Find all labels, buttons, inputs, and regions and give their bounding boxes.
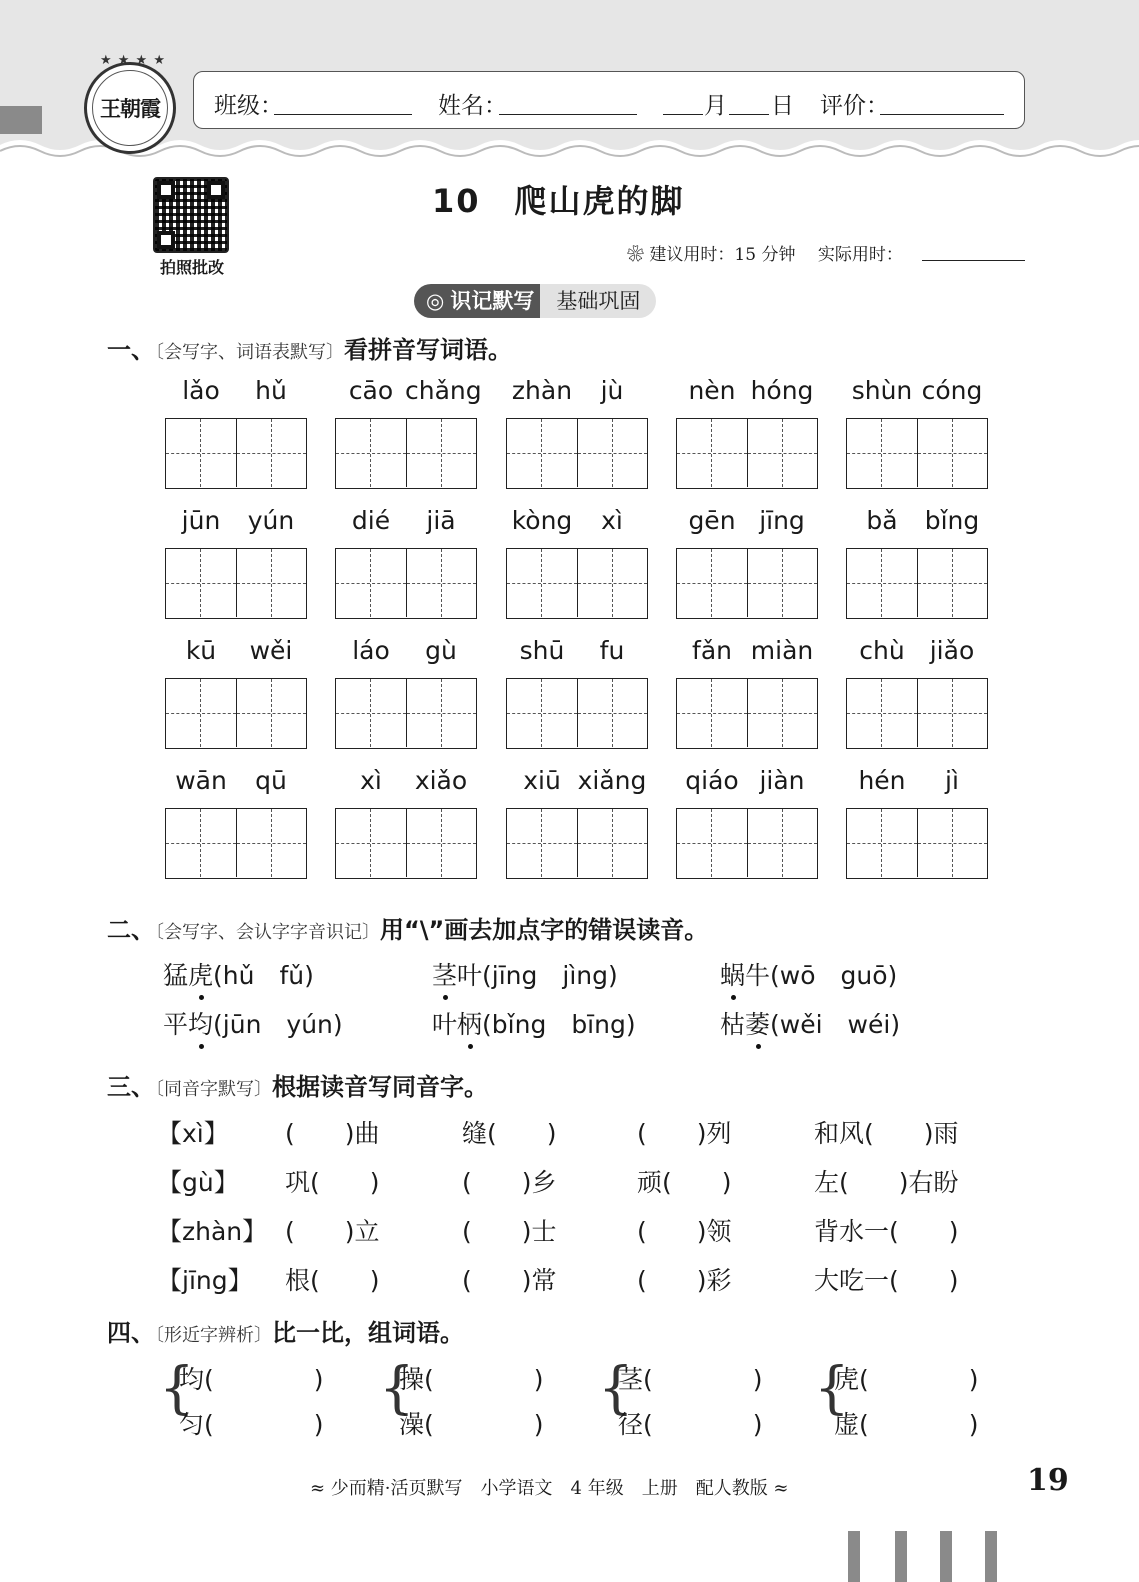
- dotted-char: 茎: [432, 956, 457, 992]
- grid-cell[interactable]: [507, 809, 577, 877]
- pinyin-syllable: xì: [601, 506, 623, 535]
- homophone-blank[interactable]: ( )常: [462, 1266, 557, 1295]
- pinyin-syllable: chǎng: [405, 376, 482, 405]
- pronunciation-item: [163, 956, 314, 992]
- section-3-text: 根据读音写同音字。: [272, 1073, 488, 1101]
- word-suffix: 牛: [745, 961, 771, 990]
- grid-cell[interactable]: [847, 549, 917, 617]
- footer-bar: [895, 1531, 907, 1582]
- grid-cell[interactable]: [236, 549, 306, 617]
- suggested-time: [627, 240, 903, 265]
- brace-icon: {: [598, 1356, 634, 1421]
- grid-cell[interactable]: [747, 679, 817, 747]
- word-suffix: 叶: [457, 961, 483, 990]
- writing-grid[interactable]: [676, 418, 818, 489]
- pinyin-options[interactable]: (jīng jìng): [482, 961, 618, 990]
- writing-grid[interactable]: [165, 678, 307, 749]
- class-label: 班级：: [214, 93, 283, 119]
- grid-cell[interactable]: [406, 679, 476, 747]
- pinyin-syllable: zhàn: [511, 376, 573, 405]
- pinyin-options[interactable]: (jūn yún): [213, 1010, 343, 1039]
- writing-grid[interactable]: [676, 808, 818, 879]
- section-2-tag: 〔会写字、会认字字音识记〕: [155, 922, 380, 943]
- actual-text: 实际用时：: [817, 245, 903, 265]
- grid-cell[interactable]: [236, 419, 306, 487]
- grid-cell[interactable]: [917, 679, 987, 747]
- day-label: 日: [771, 93, 794, 119]
- pinyin-syllable: hóng: [750, 376, 814, 405]
- pinyin-syllable: shùn: [851, 376, 913, 405]
- actual-time-field[interactable]: [922, 260, 1025, 261]
- homophone-blank[interactable]: 巩( ): [285, 1168, 380, 1197]
- pinyin-syllable: cāo: [348, 376, 394, 405]
- month-field[interactable]: [663, 114, 703, 115]
- compare-word[interactable]: 径( ): [618, 1410, 763, 1439]
- section-4-number: 四、: [107, 1319, 155, 1347]
- clock-icon: ❀: [627, 245, 650, 265]
- qr-corner: [157, 231, 175, 249]
- qr-code-icon[interactable]: [153, 177, 229, 253]
- section-2-text: 用“\”画去加点字的错误读音。: [380, 916, 709, 944]
- pinyin-syllable: gēn: [688, 506, 736, 535]
- pinyin-syllable: hǔ: [255, 376, 287, 405]
- grid-cell[interactable]: [917, 419, 987, 487]
- homophone-key: 【xì】: [157, 1119, 229, 1148]
- badge-right: 基础巩固: [540, 284, 656, 318]
- homophone-blank[interactable]: ( )列: [637, 1119, 732, 1148]
- compare-word[interactable]: 均( ): [179, 1365, 324, 1394]
- pinyin-syllable: lǎo: [182, 376, 220, 405]
- section-4-text: 比一比，组词语。: [272, 1319, 464, 1347]
- grid-cell[interactable]: [507, 549, 577, 617]
- month-label: 月: [704, 93, 727, 119]
- grid-cell[interactable]: [236, 809, 306, 877]
- grid-cell[interactable]: [507, 419, 577, 487]
- grid-cell[interactable]: [577, 549, 647, 617]
- eval-label: 评价：: [820, 93, 889, 119]
- pinyin-syllable: jù: [600, 376, 624, 405]
- page-title: 10 爬山虎的脚: [432, 182, 685, 220]
- grid-cell[interactable]: [677, 679, 747, 747]
- dotted-char: 蜗: [720, 956, 745, 992]
- writing-grid[interactable]: [506, 808, 648, 879]
- brace-icon: {: [379, 1356, 415, 1421]
- writing-grid[interactable]: [846, 548, 988, 619]
- grid-cell[interactable]: [747, 809, 817, 877]
- section-3-number: 三、: [107, 1073, 155, 1101]
- word-prefix: 猛: [163, 961, 189, 990]
- dotted-char: 均: [188, 1005, 213, 1041]
- pinyin-syllable: bǐng: [924, 506, 980, 535]
- writing-grid[interactable]: [506, 548, 648, 619]
- pinyin-syllable: kòng: [511, 506, 573, 535]
- pinyin-syllable: shū: [519, 636, 565, 665]
- compare-word[interactable]: 虚( ): [834, 1410, 979, 1439]
- logo-stars: ★ ★ ★ ★: [99, 53, 166, 68]
- pinyin-options[interactable]: (bǐng bīng): [482, 1010, 636, 1039]
- compare-word[interactable]: 操( ): [399, 1365, 544, 1394]
- grid-cell[interactable]: [577, 419, 647, 487]
- pronunciation-item: [720, 956, 897, 992]
- side-tab: [0, 106, 42, 134]
- grid-cell[interactable]: [166, 679, 236, 747]
- grid-cell[interactable]: [847, 679, 917, 747]
- name-field[interactable]: [499, 114, 637, 115]
- pinyin-syllable: nèn: [688, 376, 736, 405]
- class-field[interactable]: [274, 114, 412, 115]
- grid-cell[interactable]: [747, 419, 817, 487]
- writing-grid[interactable]: [846, 418, 988, 489]
- pinyin-syllable: gù: [425, 636, 457, 665]
- homophone-blank[interactable]: ( )领: [637, 1217, 732, 1246]
- dotted-char: 萎: [745, 1005, 770, 1041]
- pinyin-syllable: dié: [351, 506, 391, 535]
- footer-bar: [848, 1531, 860, 1582]
- writing-grid[interactable]: [165, 548, 307, 619]
- writing-grid[interactable]: [335, 548, 477, 619]
- section-2-number: 二、: [107, 916, 155, 944]
- homophone-blank[interactable]: ( )彩: [637, 1266, 732, 1295]
- brand-logo: [84, 53, 176, 154]
- writing-grid[interactable]: [846, 678, 988, 749]
- grid-cell[interactable]: [166, 419, 236, 487]
- student-info-box: [193, 71, 1025, 129]
- section-3-tag: 〔同音字默写〕: [155, 1079, 272, 1100]
- eval-field[interactable]: [880, 114, 1004, 115]
- writing-grid[interactable]: [165, 418, 307, 489]
- word-prefix: 平: [163, 1010, 189, 1039]
- homophone-blank[interactable]: ( )立: [285, 1217, 380, 1246]
- pronunciation-item: [163, 1005, 343, 1041]
- writing-grid[interactable]: [335, 418, 477, 489]
- compare-word[interactable]: 匀( ): [179, 1410, 324, 1439]
- name-label: 姓名：: [438, 93, 507, 119]
- pronunciation-item: [432, 956, 618, 992]
- homophone-blank[interactable]: ( )乡: [462, 1168, 557, 1197]
- homophone-blank[interactable]: 大吃一( ): [814, 1266, 959, 1295]
- pinyin-syllable: xiū: [523, 766, 561, 795]
- grid-cell[interactable]: [677, 419, 747, 487]
- pinyin-options[interactable]: (hǔ fǔ): [213, 961, 314, 990]
- brace-icon: {: [814, 1356, 850, 1421]
- section-2-heading: [107, 910, 708, 945]
- compare-word[interactable]: 虎( ): [834, 1365, 979, 1394]
- writing-grid[interactable]: [335, 678, 477, 749]
- grid-cell[interactable]: [577, 809, 647, 877]
- section-1-text: 看拼音写词语。: [344, 336, 512, 364]
- grid-cell[interactable]: [747, 549, 817, 617]
- footer-text: ≈ 少而精·活页默写 小学语文 4 年级 上册 配人教版 ≈: [310, 1478, 789, 1499]
- grid-cell[interactable]: [406, 549, 476, 617]
- medal-icon: ◎: [426, 289, 445, 313]
- homophone-blank[interactable]: 缝( ): [462, 1119, 557, 1148]
- homophone-key: 【jīng】: [157, 1266, 253, 1295]
- day-field[interactable]: [729, 114, 769, 115]
- homophone-key: 【gù】: [157, 1168, 239, 1197]
- grid-cell[interactable]: [677, 809, 747, 877]
- grid-cell[interactable]: [577, 679, 647, 747]
- compare-word[interactable]: 茎( ): [618, 1365, 763, 1394]
- section-1-heading: [107, 330, 512, 365]
- dotted-char: 虎: [188, 956, 213, 992]
- writing-grid[interactable]: [676, 678, 818, 749]
- pinyin-syllable: láo: [352, 636, 390, 665]
- section-3-heading: [107, 1067, 488, 1102]
- grid-cell[interactable]: [336, 549, 406, 617]
- section-4-tag: 〔形近字辨析〕: [155, 1325, 272, 1346]
- grid-cell[interactable]: [406, 419, 476, 487]
- grid-cell[interactable]: [406, 809, 476, 877]
- pinyin-syllable: kū: [185, 636, 217, 665]
- pronunciation-item: [432, 1005, 636, 1041]
- grid-cell[interactable]: [677, 549, 747, 617]
- grid-cell[interactable]: [166, 809, 236, 877]
- grid-cell[interactable]: [236, 679, 306, 747]
- section-1-number: 一、: [107, 336, 155, 364]
- writing-grid[interactable]: [335, 808, 477, 879]
- word-prefix: 叶: [432, 1010, 458, 1039]
- pinyin-syllable: xì: [360, 766, 382, 795]
- compare-word[interactable]: 澡( ): [399, 1410, 544, 1439]
- homophone-blank[interactable]: 根( ): [285, 1266, 380, 1295]
- header-wave: [0, 135, 1139, 165]
- writing-grid[interactable]: [676, 548, 818, 619]
- pinyin-syllable: qiáo: [685, 766, 739, 795]
- section-badge: [414, 284, 656, 318]
- grid-cell[interactable]: [166, 549, 236, 617]
- homophone-blank[interactable]: 顽( ): [637, 1168, 732, 1197]
- pinyin-syllable: jì: [945, 766, 959, 795]
- badge-left: [414, 284, 550, 318]
- word-prefix: 枯: [720, 1010, 746, 1039]
- pinyin-syllable: jiā: [426, 506, 456, 535]
- pronunciation-item: [720, 1005, 900, 1041]
- qr-corner: [207, 181, 225, 199]
- brace-icon: {: [159, 1356, 195, 1421]
- section-1-tag: 〔会写字、词语表默写〕: [155, 342, 344, 363]
- page-number: 19: [1027, 1463, 1069, 1498]
- pinyin-syllable: xiǎng: [577, 766, 647, 795]
- writing-grid[interactable]: [506, 418, 648, 489]
- grid-cell[interactable]: [336, 809, 406, 877]
- suggest-text: 建议用时：15 分钟: [649, 245, 796, 265]
- pinyin-options[interactable]: (wō guō): [770, 961, 898, 990]
- pinyin-syllable: yún: [247, 506, 295, 535]
- pinyin-syllable: chù: [859, 636, 905, 665]
- homophone-blank[interactable]: 和风( )雨: [814, 1119, 959, 1148]
- pinyin-syllable: jiàn: [759, 766, 805, 795]
- grid-cell[interactable]: [917, 549, 987, 617]
- pinyin-syllable: jīng: [759, 506, 805, 535]
- pinyin-syllable: hén: [858, 766, 906, 795]
- grid-cell[interactable]: [336, 679, 406, 747]
- dotted-char: 柄: [457, 1005, 482, 1041]
- pinyin-syllable: cóng: [921, 376, 983, 405]
- pinyin-syllable: miàn: [750, 636, 814, 665]
- homophone-key: 【zhàn】: [157, 1217, 268, 1246]
- pinyin-syllable: fu: [599, 636, 625, 665]
- homophone-blank[interactable]: 背水一( ): [814, 1217, 959, 1246]
- pinyin-syllable: xiǎo: [414, 766, 468, 795]
- qr-label: 拍照批改: [159, 258, 224, 277]
- grid-cell[interactable]: [847, 419, 917, 487]
- grid-cell[interactable]: [507, 679, 577, 747]
- grid-cell[interactable]: [336, 419, 406, 487]
- pinyin-syllable: qū: [255, 766, 287, 795]
- pinyin-options[interactable]: (wěi wéi): [770, 1010, 901, 1039]
- footer-bar: [940, 1531, 952, 1582]
- pinyin-syllable: jūn: [181, 506, 221, 535]
- footer-bar: [985, 1531, 997, 1582]
- logo-text: 王朝霞: [92, 70, 168, 146]
- grid-cell[interactable]: [917, 809, 987, 877]
- badge-left-text: 识记默写: [450, 289, 535, 313]
- pinyin-syllable: jiǎo: [929, 636, 975, 665]
- pinyin-syllable: wěi: [249, 636, 293, 665]
- writing-grid[interactable]: [846, 808, 988, 879]
- grid-cell[interactable]: [847, 809, 917, 877]
- pinyin-syllable: fǎn: [692, 636, 732, 665]
- pinyin-syllable: wān: [175, 766, 227, 795]
- qr-corner: [157, 181, 175, 199]
- homophone-blank[interactable]: ( )曲: [285, 1119, 380, 1148]
- homophone-blank[interactable]: 左( )右盼: [814, 1168, 959, 1197]
- writing-grid[interactable]: [165, 808, 307, 879]
- pinyin-syllable: bǎ: [866, 506, 898, 535]
- section-4-heading: [107, 1313, 464, 1348]
- homophone-blank[interactable]: ( )士: [462, 1217, 557, 1246]
- writing-grid[interactable]: [506, 678, 648, 749]
